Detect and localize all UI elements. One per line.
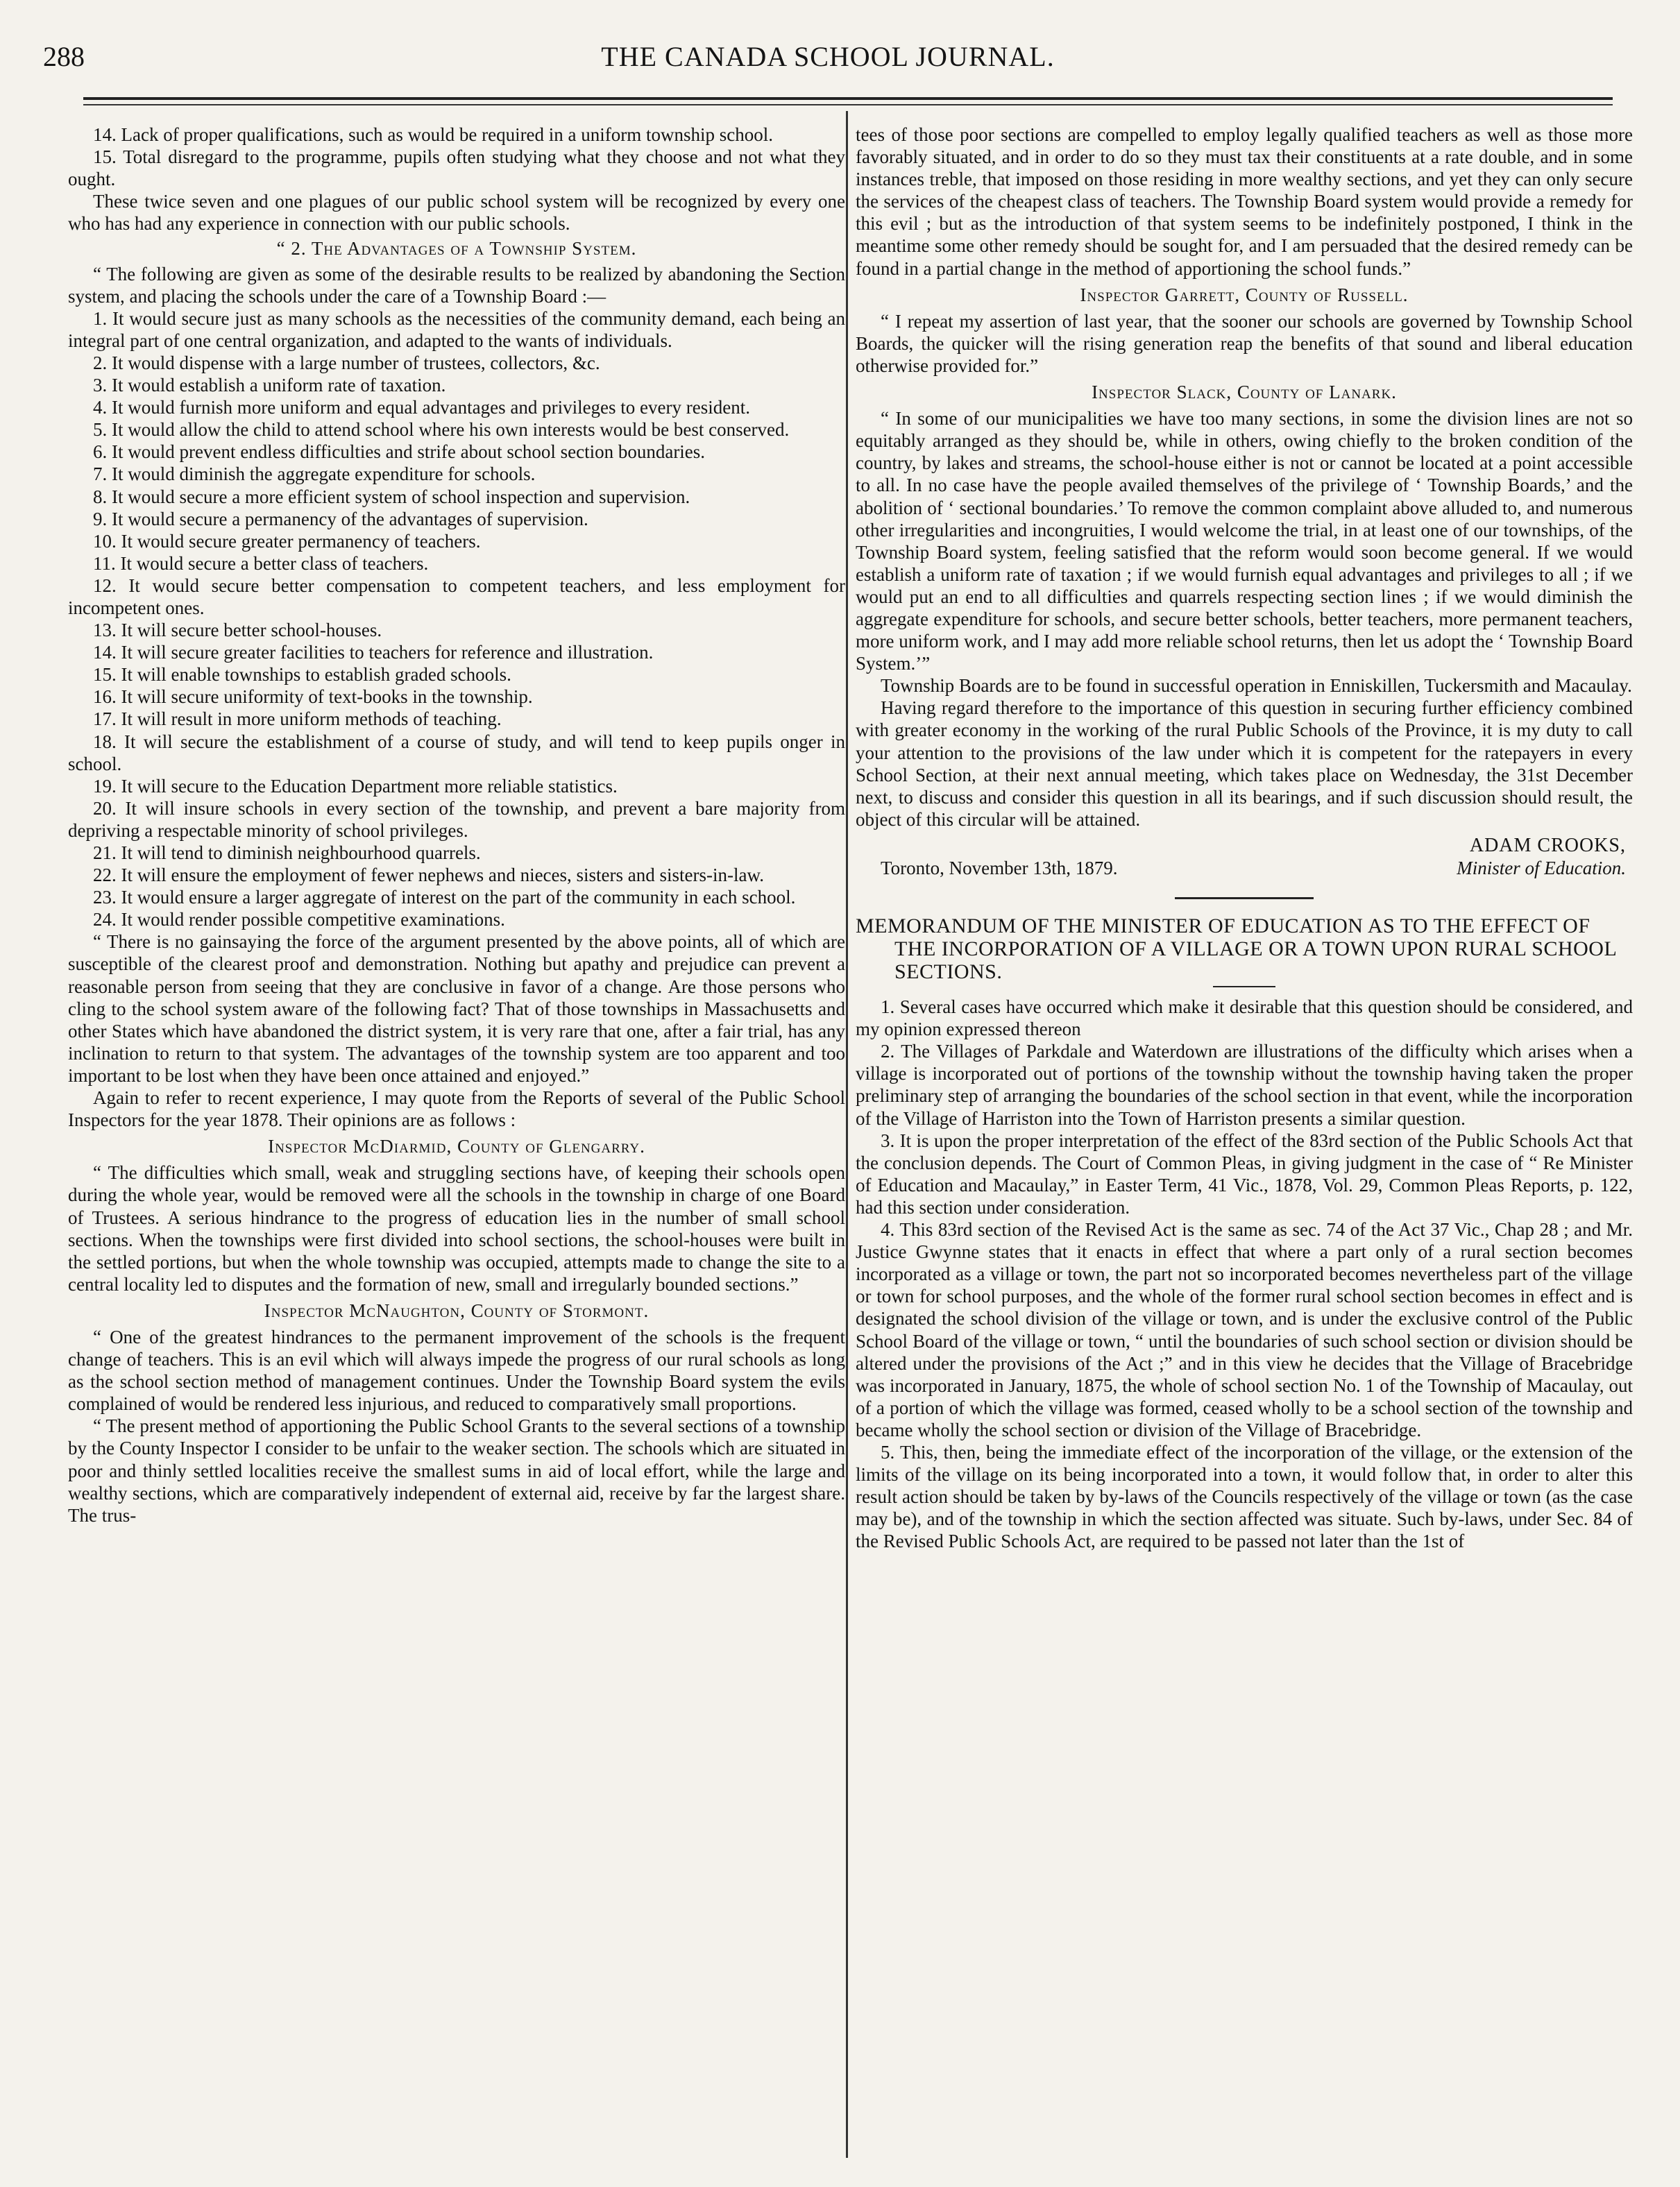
header-rule-thin [83, 104, 1613, 105]
paragraph: 5. It would allow the child to attend school where his own interests would be best conserved. [93, 419, 790, 441]
inspector-heading-mcnaughton: Inspector McNaughton, County of Stormont. [264, 1300, 650, 1321]
paragraph: 18. It will secure the establishment of a course of study, and will tend to keep pupils onger in school. [68, 731, 845, 774]
paragraph: “ I repeat my assertion of last year, that the sooner our schools are governed by Township School Boards, the quicker will the rising generation reap the benefits of that sound and liberal education otherwise provided for.” [856, 310, 1633, 376]
paragraph: tees of those poor sections are compelled to employ legally qualified teachers as well as those more favorably situated, and in order to do so they must tax their constituents at a rate double, and in some instances treble, that imposed on those residing in more wealthy sections, and yet they can only secure the services of the cheapest class of teachers. The Township Board system would provide a remedy for this evil ; but as the introduction of that system seems to be indefinitely postponed, I think in the meantime some other remedy should be sought for, and I am persuaded that the desired remedy can be found in a partial change in the method of apportioning the school funds.” [856, 124, 1633, 279]
inspector-heading-slack: Inspector Slack, County of Lanark. [1092, 382, 1397, 403]
paragraph: 2. The Villages of Parkdale and Waterdown are illustrations of the difficulty which arises when a village is incorporated out of portions of the township without the township having taken the proper preliminary step of arranging the boundaries of the school section in that event, while the incorporation of the Village of Harriston into the Town of Harriston presents a similar question. [856, 1041, 1633, 1129]
paragraph: “ The difficulties which small, weak and struggling sections have, of keeping their schools open during the whole year, would be removed were all the schools in the township in charge of one Board of Trustees. A serious hindrance to the progress of education lies in the number of small school sections. When the townships were first divided into school sections, the school-houses were built in the settled portions, but when the whole township was occupied, attempts made to change the site to a central locality led to disputes and the formation of new, small and irregularly bounded sections.” [68, 1162, 845, 1295]
paragraph: These twice seven and one plagues of our public school system will be recognized by every one who has had any experience in connection with our public schools. [68, 191, 845, 235]
paragraph: 14. It will secure greater facilities to teachers for reference and illustration. [93, 642, 654, 663]
paragraph: Again to refer to recent experience, I may quote from the Reports of several of the Public School Inspectors for the year 1878. Their opinions are as follows : [68, 1087, 845, 1131]
paragraph: Having regard therefore to the importance of this question in securing further efficiency combined with greater economy in the working of the rural Public Schools of the Province, it is my duty to call your attention to the provisions of the law under which it is competent for the ratepayers in every School Section, at their next annual meeting, which takes place on Wednesday, the 31st December next, to discuss and consider this question in all its bearings, and if such discussion should result, the object of this circular will be attained. [856, 697, 1633, 830]
paragraph: “ One of the greatest hindrances to the permanent improvement of the schools is the frequent change of teachers. This is an evil which will always impede the progress of our rural schools as long as the school section method of management continues. Under the Township Board system the evils complained of would be rendered less injurious, and reduced to comparatively small proportions. [68, 1326, 845, 1415]
paragraph: 14. Lack of proper qualifications, such as would be required in a uniform township school. [93, 124, 774, 145]
paragraph: 19. It will secure to the Education Department more reliable statistics. [93, 775, 618, 797]
date-place: Toronto, November 13th, 1879. [881, 858, 1118, 878]
paragraph: 3. It would establish a uniform rate of taxation. [93, 375, 446, 396]
paragraph: 1. It would secure just as many schools as the necessities of the community demand, each being an integral part of one central organization, and adapted to the wants of individuals. [68, 307, 845, 351]
paragraph: “ The following are given as some of the desirable results to be realized by abandoning the Section system, and placing the schools under the care of a Township Board :— [68, 263, 845, 307]
paragraph: “ In some of our municipalities we have too many sections, in some the division lines are not so equitably arranged as they should be, while in others, owing chiefly to the broken condition of the country, by lakes and streams, the school-house either is not or cannot be located at a point accessible to all. In no case have the people availed themselves of the privilege of ‘ Township Boards,’ and the abolition of ‘ sectional boundaries.’ To remove the common complaint above alluded to, and numerous other irregularities and incongruities, I would welcome the trial, in at least one of our townships, of the Township Board system, feeling satisfied that the reform would soon become general. If we would establish a uniform rate of taxation ; if we would furnish equal advantages and privileges to all ; if we would put an end to all difficulties and quarrels respecting section lines ; if we would diminish the aggregate expenditure for schools, and secure better schools, better teachers, more permanent teachers, more uniform work, and I may add more reliable school returns, then let us adopt the ‘ Township Board System.’” [856, 408, 1633, 674]
section-rule [1175, 897, 1314, 899]
memorandum-title: MEMORANDUM OF THE MINISTER OF EDUCATION AS TO THE EFFECT OF THE INCORPORATION OF A VILLAGE OR A TOWN UPON RURAL SCHOOL SECTIONS. [856, 914, 1617, 984]
paragraph: 4. This 83rd section of the Revised Act is the same as sec. 74 of the Act 37 Vic., Chap 28 ; and Mr. Justice Gwynne states that it enacts in effect that where a part only of a rural section becomes incorporated as a village or town, the part not so incorporated becomes nevertheless part of the village or town for school purposes, and the whole of the former rural school section becomes in effect and is designated the school division of the village or town, and is under the exclusive control of the Public School Board of the village or town, “ until the boundaries of such school section or division should be altered under the provisions of the Act ;” and in this view he decides that the Village of Bracebridge was incorporated in January, 1875, the whole of school section No. 1 of the Township of Macaulay, out of a portion of which the village was formed, ceased wholly to be a school section of the township and became wholly the school section or division of the Village of Bracebridge. [856, 1219, 1633, 1440]
inspector-heading-mcdiarmid: Inspector McDiarmid, County of Glengarry. [268, 1136, 645, 1157]
paragraph: “ There is no gainsaying the force of the argument presented by the above points, all of which are susceptible of the clearest proof and demonstration. Nothing but apathy and prejudice can prevent a reasonable person from seeing that they are conclusive in favor of a change. Are those persons who cling to the school system aware of the following fact? That of those townships in Massachusetts and other States which have abandoned the district system, it is very rare that one, after a fair trial, has any inclination to return to that system. The advantages of the township system are too apparent and too important to be lost when they have been once attained and enjoyed.” [68, 931, 845, 1086]
paragraph: 16. It will secure uniformity of text-books in the township. [93, 686, 533, 708]
left-column [68, 124, 845, 2163]
column-divider [846, 111, 848, 2158]
paragraph: 17. It will result in more uniform methods of teaching. [93, 708, 502, 730]
paragraph: 2. It would dispense with a large number of trustees, collectors, &c. [93, 352, 600, 373]
inspector-heading-garrett: Inspector Garrett, County of Russell. [1080, 284, 1409, 305]
memo-paragraphs [856, 996, 1633, 1552]
paragraph: 21. It will tend to diminish neighbourhood quarrels. [93, 842, 481, 863]
page-number: 288 [43, 41, 85, 72]
paragraph: Township Boards are to be found in successful operation in Enniskillen, Tuckersmith and Macaulay. [881, 675, 1632, 697]
paragraph: 8. It would secure a more efficient system of school inspection and supervision. [93, 486, 690, 507]
paragraph: “ The present method of apportioning the Public School Grants to the several sections of a township by the County Inspector I consider to be unfair to the weaker section. The schools which are situated in poor and thinly settled localities receive the smallest sums in aid of local effort, while the large and wealthy sections, which are comparatively independent of external aid, receive by far the largest share. The trus- [68, 1415, 845, 1526]
paragraph: 3. It is upon the proper interpretation of the effect of the 83rd section of the Public Schools Act that the conclusion depends. The Court of Common Pleas, in giving judgment in the case of “ Re Minister of Education and Macaulay,” in Easter Term, 41 Vic., 1878, Vol. 29, Common Pleas Reports, p. 122, had this section under consideration. [856, 1130, 1633, 1218]
header-rule [83, 97, 1613, 100]
paragraph: 24. It would render possible competitive examinations. [93, 909, 505, 930]
paragraph: 9. It would secure a permanency of the advantages of supervision. [93, 508, 588, 529]
paragraph: 6. It would prevent endless difficulties and strife about school section boundaries. [93, 441, 706, 463]
signature-role: Minister of Education. [1457, 858, 1626, 878]
journal-title: THE CANADA SCHOOL JOURNAL. [601, 41, 1055, 72]
paragraph: 5. This, then, being the immediate effect of the incorporation of the village, or the extension of the limits of the village on its being incorporated into a town, it would follow that, in order to alter this result action should be taken by by-laws of the Councils respectively of the village or town (as the case may be), and of the township in which the section affected was situate. Such by-laws, under Sec. 84 of the Revised Public Schools Act, are required to be passed not later than the 1st of [856, 1441, 1633, 1552]
paragraph: 13. It will secure better school-houses. [93, 620, 382, 641]
paragraph: 10. It would secure greater permanency of teachers. [93, 530, 481, 552]
page-header [43, 40, 1613, 82]
paragraph: 15. It will enable townships to establish graded schools. [93, 664, 511, 686]
dateline [856, 857, 1633, 879]
section-heading: “ 2. The Advantages of a Township System. [276, 238, 637, 259]
left-paragraphs [68, 124, 845, 1131]
signature-name: ADAM CROOKS, [1469, 834, 1626, 856]
paragraph: 22. It will ensure the employment of fewer nephews and nieces, sisters and sisters-in-law. [93, 865, 764, 886]
paragraph: 4. It would furnish more uniform and equal advantages and privileges to every resident. [93, 397, 750, 418]
paragraph: 15. Total disregard to the programme, pupils often studying what they choose and not what they ought. [68, 146, 845, 190]
paragraph: 12. It would secure better compensation to competent teachers, and less employment for incompetent ones. [68, 575, 845, 618]
paragraph: 7. It would diminish the aggregate expenditure for schools. [93, 463, 536, 485]
paragraph: 1. Several cases have occurred which make it desirable that this question should be considered, and my opinion expressed thereon [856, 996, 1633, 1040]
paragraph: 23. It would ensure a larger aggregate of interest on the part of the community in each school. [93, 887, 796, 908]
paragraph: 20. It will insure schools in every section of the township, and prevent a bare majority from depriving a respectable minority of school privileges. [68, 797, 845, 841]
memo-rule [1213, 986, 1275, 987]
paragraph: 11. It would secure a better class of teachers. [93, 552, 429, 574]
right-column [856, 124, 1633, 2163]
